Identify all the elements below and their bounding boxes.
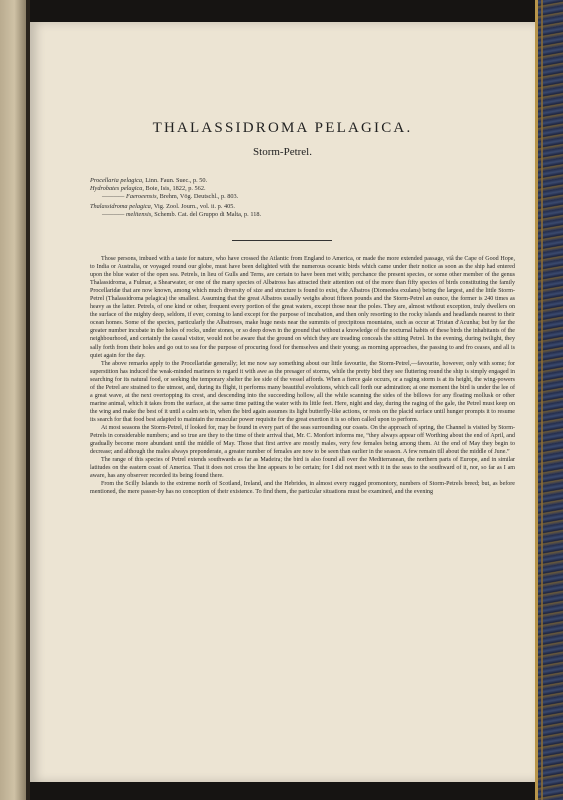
synonym-line <box>90 203 520 211</box>
synonym-line <box>102 211 532 219</box>
synonym-name: ———— Faeroeensis, <box>102 193 159 200</box>
body-paragraph: At most seasons the Storm-Petrel, if looked for, may be found in every part of the seas surrounding our coasts. On the approach of spring, the Channel is visited by Storm-Petrels in considerable numbers; and so true are they to the time of their arrival that, Mr. C. Monfort informs me, “they always appear off Worthing about the end of April, and gradually become more abundant until the middle of May. Those that first arrive are mostly males, very few females being among them. At the end of May they begin to decrease; and although the males always preponderate, a greater number of females are now to be seen than earlier in the season. A few remain till about the middle of June.” <box>90 424 515 456</box>
synonym-line <box>90 177 520 185</box>
synonym-ref: Brehm, Vög. Deutschl., p. 803. <box>158 193 239 200</box>
left-page-edge <box>0 0 26 800</box>
page-title: THALASSIDROMA PELAGICA. <box>152 120 413 136</box>
synonym-name: ———— melitensis, <box>102 211 153 218</box>
synonym-ref: Schemb. Cat. del Gruppo di Malta, p. 118. <box>152 211 262 218</box>
synonym-ref: Vig. Zool. Journ., vol. ii. p. 405. <box>152 203 235 210</box>
synonym-ref: Linn. Faun. Suec., p. 50. <box>143 177 208 184</box>
divider-rule <box>232 240 332 241</box>
synonym-line <box>90 185 520 193</box>
page-subtitle: Storm-Petrel. <box>253 146 312 158</box>
body-text <box>90 255 515 496</box>
synonym-ref: Boie, Isis, 1822, p. 562. <box>143 185 206 192</box>
book-page <box>30 22 535 782</box>
body-paragraph: The range of this species of Petrel extends southwards as far as Madeira; the bird is also found all over the Mediterranean, the northern parts of Europe, and in similar latitudes on the eastern coast of America. That it does not cross the line appears to be certain; for I did not meet with it in the seas to the southward of it, nor, so far as I am aware, has any observer recorded its being found there. <box>90 457 515 480</box>
body-paragraph: Those persons, imbued with a taste for nature, who have crossed the Atlantic from England to America, or made the more extended passage, viâ the Cape of Good Hope, to India or Australia, or voyaged round our globe, must have been delighted with the numerous oceanic birds which came under their notice as soon as the ship had entered upon the blue water of the open sea. Petrels, in lieu of Gulls and Terns, are certain to have been met with; perchance the present species, or some other member of the genus Thalassidroma, a Fulmar, a Shearwater, or one of the many species of Albatross has attracted their attention out of the more than fifty species of birds constituting the family Procellaridæ that are now known, among which much diversity of size and structure is found to exist, the Albatros (Diomedea exulans) being the largest, and the little Storm-Petrel (Thalassidroma pelagica) the smallest. Assuming that the great Albatros usually weighs about fifteen pounds and the Storm-Petrel an ounce, the former is 240 times as heavy as the latter. Petrels, of one kind or other, frequent every portion of the great waters, except those near the poles. They are, almost without exception, truly dwellers on the surface of the mighty deep, seldom, if ever, coming to land except for the purpose of incubation, and then only resorting to the rocky islands and headlands nearest to their ocean homes. Some of the species, particularly the Albatroses, make huge nests near the summits of precipitous mountains, such as occur at Tristan d'Acunha; but by far the greater number incubate in the holes of rocks, under stones, or so deep down in the ground that without a knowledge of the nocturnal habits of these birds the inhabitants of the neighbourhood, and certainly the casual visitor, would not be aware that the ground on which they are treading conceals the sitting Petrel. In the evening, during twilight, they sally forth from their holes and go out to sea for the purpose of procuring food for themselves and their young; as morning approaches, the passing to and fro ceases, and all is quiet again for the day. <box>90 256 515 359</box>
marbled-cover-edge <box>535 0 563 800</box>
synonym-name: Thalassidroma pelagica, <box>90 203 153 210</box>
synonym-name: Procellaria pelagica, <box>90 177 144 184</box>
synonym-name: Hydrobates pelagica, <box>90 185 144 192</box>
synonym-line <box>102 193 532 201</box>
body-paragraph: The above remarks apply to the Procellaridæ generally; let me now say something about our little favourite, the Storm-Petrel,—favourite, however, only with some; for superstition has induced the weak-minded mariners to regard it with awe as the presager of storms, while the pretty bird they see fluttering round the ship is simply engaged in searching for its natural food, or seeking the temporary shelter the lee side of the vessel affords. When a fierce gale occurs, or a raging storm is at its height, the wing-powers of the Petrel are strained to the utmost, and, during its flight, it performs many beautiful evolutions, which call forth our admiration; at one moment the bird is under the lee of a great wave, at the next overtopping its crest, and descending into the succeeding hollow, all the while scanning the sides of the billows for any floating mollusk or other marine animal, which it takes from the surface, at the same time patting the water with its little feet. Here, night and day, during the raging of the gale, the Petrel must keep on the wing and make the best of it until a calm sets in, when the bird again assumes its light butterfly-like actions, or rests on the placid surface until hunger prompts it to resume its search for that food best adapted to maintain the muscular power requisite for the great exertion it is so often called upon to perform. <box>90 360 515 423</box>
body-paragraph: From the Scilly Islands to the extreme north of Scotland, Ireland, and the Hebrides, in almost every rugged promontory, numbers of Storm-Petrels breed; but, as before mentioned, the mere passer-by has no conception of their existence. To find them, the particular situations must be examined, and the evening <box>90 481 515 496</box>
